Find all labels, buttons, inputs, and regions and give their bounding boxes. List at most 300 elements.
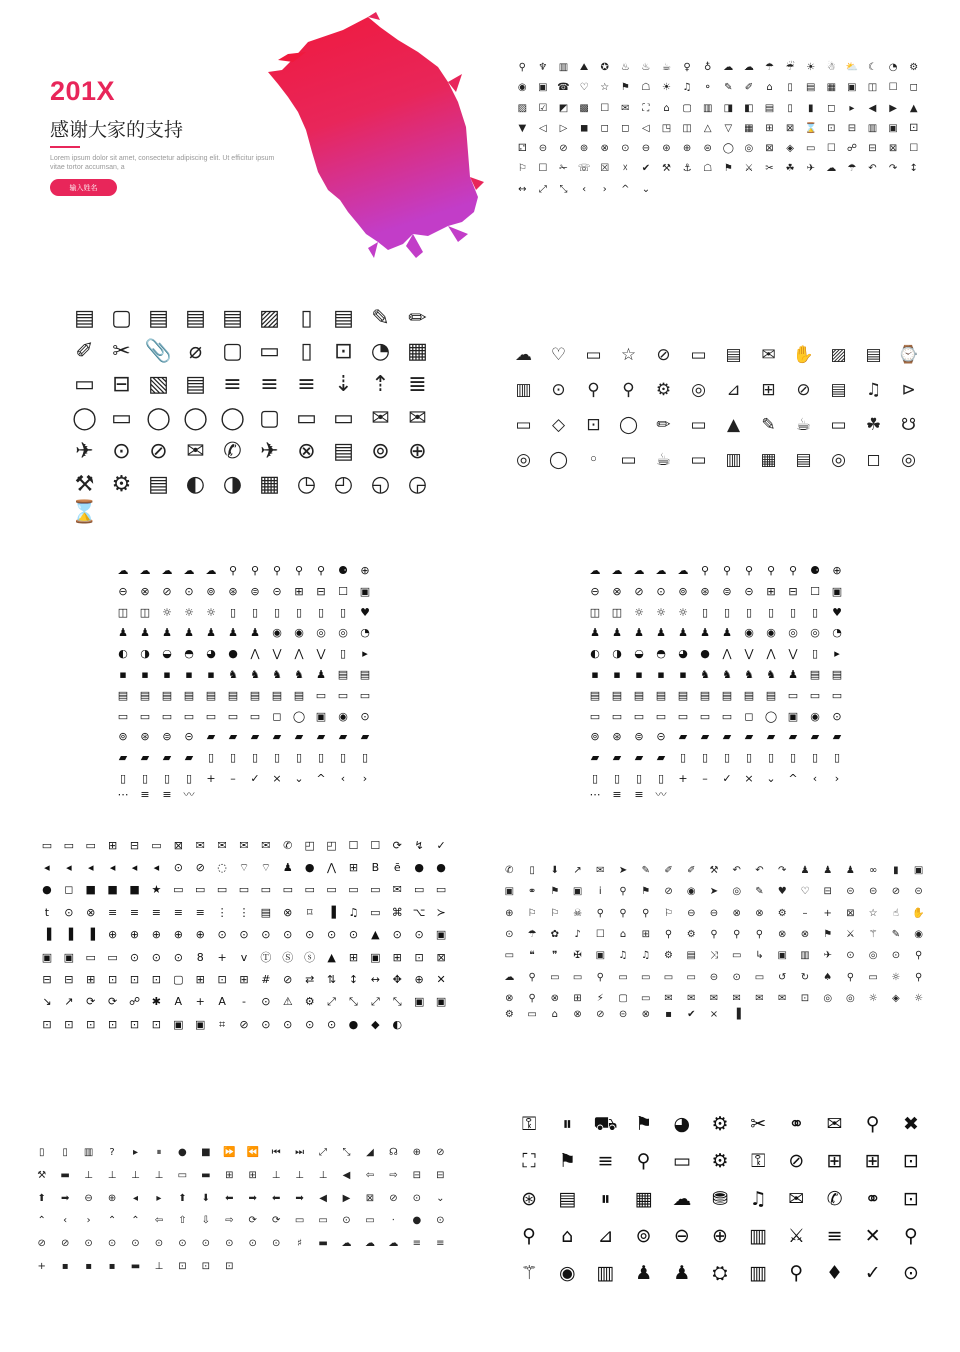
icon-glyph: ▭ xyxy=(205,709,217,723)
icon-glyph: ⊕ xyxy=(408,438,427,464)
icon-glyph: ☁ xyxy=(139,563,151,577)
icon-glyph: ⊞ xyxy=(195,973,205,987)
icon-glyph: ▣ xyxy=(41,950,53,964)
icon-glyph: ⚲ xyxy=(733,928,741,940)
icon-glyph: ▭ xyxy=(41,838,53,852)
icon-glyph: ◔ xyxy=(370,338,391,364)
icon-glyph: ⋅ xyxy=(391,1215,395,1227)
icon-glyph: ☼ xyxy=(162,605,172,619)
icon-glyph: ⚭ xyxy=(527,886,537,898)
icon-glyph: ⚲ xyxy=(788,563,798,577)
icon-glyph: ⊡ xyxy=(129,973,140,987)
icon-glyph: ☼ xyxy=(656,605,666,619)
icon-glyph: ⊡ xyxy=(414,950,424,964)
icon-glyph: ⊡ xyxy=(151,973,162,987)
icon-glyph: ^ xyxy=(621,183,630,195)
icon-glyph: ✈ xyxy=(75,438,94,464)
icon-glyph: ▤ xyxy=(865,345,882,365)
icon-glyph: ▤ xyxy=(249,688,261,702)
icon-glyph: ⚔ xyxy=(845,928,855,940)
icon-glyph: ⊖ xyxy=(84,1192,93,1204)
icon-glyph: ⚲ xyxy=(228,563,238,577)
icon-glyph: ⊡ xyxy=(108,1017,118,1031)
icon-glyph: ▪ xyxy=(207,667,215,681)
icon-glyph: ⋮ xyxy=(216,905,228,919)
icon-glyph: ⊙ xyxy=(732,971,741,983)
icon-glyph: ⊗ xyxy=(550,993,560,1005)
icon-glyph: ⊘ xyxy=(656,345,671,365)
icon-glyph: ⌂ xyxy=(561,1225,574,1248)
icon-glyph: ✉ xyxy=(621,102,630,114)
icon-glyph: ▤ xyxy=(831,667,843,681)
icon-glyph: ▯ xyxy=(339,605,347,619)
icon-glyph: ▯ xyxy=(273,605,281,619)
icon-glyph: ⊖ xyxy=(709,907,719,919)
icon-glyph: ↯ xyxy=(414,838,424,852)
icon-glyph: ➡ xyxy=(60,1192,70,1204)
icon-glyph: ⊟ xyxy=(788,584,798,598)
icon-glyph: ⛟ xyxy=(593,1113,618,1136)
icon-glyph: ▰ xyxy=(206,730,216,744)
icon-glyph: ✉ xyxy=(755,993,764,1005)
icon-glyph: ▯ xyxy=(317,751,325,765)
icon-glyph: ⤡ xyxy=(342,1147,351,1159)
icon-glyph: ♟ xyxy=(316,667,326,681)
icon-glyph: ☐ xyxy=(595,928,605,940)
icon-glyph: ▶ xyxy=(342,1192,351,1204)
icon-glyph: ✎ xyxy=(761,415,776,435)
icon-glyph: ⬇ xyxy=(550,864,560,876)
icon-glyph: ⊙ xyxy=(261,995,271,1009)
icon-glyph: ▯ xyxy=(251,605,259,619)
icon-glyph: ⊕ xyxy=(360,563,370,577)
icon-glyph: ▭ xyxy=(216,883,228,897)
icon-glyph: ◉ xyxy=(338,709,348,723)
icon-glyph: ⊞ xyxy=(239,973,249,987)
icon-glyph: ▣ xyxy=(595,950,606,962)
icon-glyph: ⊖ xyxy=(687,907,696,919)
icon-glyph: ⤡ xyxy=(392,995,402,1009)
icon-glyph: ◀ xyxy=(342,1169,351,1181)
icon-glyph: ◓ xyxy=(656,647,666,661)
icon-glyph: ☍ xyxy=(128,995,141,1009)
icon-glyph: ⤡ xyxy=(559,183,568,195)
icon-glyph: ▭ xyxy=(686,971,696,983)
icon-glyph: ♫ xyxy=(618,950,628,962)
icon-glyph: ‹ xyxy=(582,183,587,195)
icon-glyph: ☾ xyxy=(868,62,877,74)
icon-glyph: ⚈ xyxy=(810,563,820,577)
icon-glyph: ☍ xyxy=(846,143,857,155)
icon-glyph: ↶ xyxy=(755,864,764,876)
icon-glyph: ▭ xyxy=(259,338,280,364)
icon-glyph: ■ xyxy=(107,883,118,897)
icon-glyph: ⊟ xyxy=(42,973,52,987)
icon-glyph: ◯ xyxy=(618,415,639,435)
icon-glyph: ☂ xyxy=(847,163,857,175)
icon-glyph: B xyxy=(371,861,380,875)
icon-glyph: ⊞ xyxy=(248,1169,257,1181)
icon-glyph: ♀ xyxy=(683,62,691,74)
icon-glyph: ☁ xyxy=(515,345,532,365)
icon-glyph: ▭ xyxy=(787,688,799,702)
icon-glyph: ☐ xyxy=(348,838,359,852)
icon-glyph: ▲ xyxy=(726,415,741,435)
icon-glyph: ☐ xyxy=(370,838,381,852)
icon-glyph: ⋁ xyxy=(316,647,326,661)
icon-glyph: ▭ xyxy=(754,971,765,983)
icon-glyph: ◌ xyxy=(217,861,227,875)
icon-glyph: ⚲ xyxy=(587,380,600,400)
icon-glyph: ‹ xyxy=(340,772,346,786)
icon-glyph: › xyxy=(86,1215,91,1227)
icon-glyph: ▮ xyxy=(807,102,814,114)
icon-glyph: ⊗ xyxy=(800,928,810,940)
icon-glyph: ▤ xyxy=(185,305,206,331)
icon-glyph: ☆ xyxy=(620,345,637,365)
icon-glyph: ⊡ xyxy=(902,1187,919,1210)
icon-glyph: ✱ xyxy=(151,995,162,1009)
icon-glyph: ⚔ xyxy=(744,163,754,175)
icon-glyph: ☁ xyxy=(205,563,217,577)
icon-glyph: ▯ xyxy=(141,772,149,786)
icon-glyph: ⊘ xyxy=(149,438,168,464)
icon-glyph: ▤ xyxy=(337,667,349,681)
icon-glyph: ♥ xyxy=(360,605,370,619)
icon-glyph: ◐ xyxy=(590,647,600,661)
icon-glyph: ▭ xyxy=(238,883,250,897)
icon-glyph: ☘ xyxy=(785,163,795,175)
icon-glyph: ↶ xyxy=(732,864,741,876)
icon-glyph: ◕ xyxy=(678,647,688,661)
icon-glyph: ✐ xyxy=(744,82,754,94)
icon-panel-mini-solid xyxy=(30,1142,452,1278)
icon-glyph: ▭ xyxy=(85,950,96,964)
icon-glyph: ⊠ xyxy=(436,950,446,964)
icon-glyph: ⊙ xyxy=(283,1017,293,1031)
icon-glyph: ☠ xyxy=(573,907,583,919)
icon-glyph: ◂ xyxy=(153,861,160,875)
icon-glyph: # xyxy=(261,973,271,987)
icon-glyph: ⌃ xyxy=(107,1215,117,1227)
icon-glyph: ⚙ xyxy=(664,950,673,962)
icon-glyph: ▪ xyxy=(141,667,149,681)
icon-glyph: ◎ xyxy=(316,626,326,640)
icon-glyph: ✉ xyxy=(261,838,271,852)
icon-glyph: ▯ xyxy=(295,605,303,619)
icon-glyph: ⟳ xyxy=(86,995,96,1009)
icon-glyph: ◎ xyxy=(338,626,348,640)
icon-glyph: ⌄ xyxy=(766,772,776,786)
icon-glyph: ✏ xyxy=(656,415,671,435)
icon-glyph: ⚑ xyxy=(641,886,651,898)
icon-glyph: ↷ xyxy=(778,864,787,876)
icon-glyph: ≡ xyxy=(162,788,172,801)
icon-glyph: ▦ xyxy=(407,338,428,364)
icon-glyph: ☁ xyxy=(504,971,515,983)
icon-glyph: ◒ xyxy=(162,647,172,661)
icon-glyph: ☁ xyxy=(655,563,667,577)
icon-glyph: ⊘ xyxy=(634,584,644,598)
icon-glyph: ▯ xyxy=(745,751,753,765)
icon-glyph: ☼ xyxy=(891,971,901,983)
icon-glyph: ▭ xyxy=(195,883,206,897)
icon-glyph: ▭ xyxy=(294,1215,305,1227)
icon-glyph: ▶ xyxy=(889,102,897,114)
icon-glyph: ⊕ xyxy=(151,928,162,942)
icon-glyph: ▯ xyxy=(701,605,709,619)
icon-glyph: × xyxy=(272,772,282,786)
icon-glyph: ▭ xyxy=(282,883,293,897)
icon-glyph: ⇅ xyxy=(326,973,337,987)
icon-glyph: ⊡ xyxy=(108,973,118,987)
icon-glyph: ☼ xyxy=(678,605,688,619)
icon-glyph: ‹ xyxy=(63,1215,68,1227)
icon-glyph: ✈ xyxy=(806,163,815,175)
icon-glyph: ♞ xyxy=(250,667,260,681)
icon-glyph: ▰ xyxy=(612,751,622,765)
icon-glyph: ⊥ xyxy=(154,1260,164,1272)
icon-glyph: ▢ xyxy=(682,102,692,114)
icon-glyph: ➤ xyxy=(618,864,628,876)
icon-glyph: ⌑ xyxy=(306,905,313,919)
icon-glyph: ◎ xyxy=(732,886,742,898)
icon-glyph: ⊝ xyxy=(744,584,754,598)
icon-glyph: ⊗ xyxy=(755,907,764,919)
icon-glyph: ⚙ xyxy=(111,472,132,498)
icon-glyph: ▭ xyxy=(315,688,327,702)
icon-glyph: ⌄ xyxy=(641,183,651,195)
icon-glyph: ▯ xyxy=(767,751,775,765)
icon-glyph: ▥ xyxy=(749,1225,768,1248)
icon-glyph: ◯ xyxy=(183,405,208,431)
icon-glyph: ♟ xyxy=(700,626,710,640)
icon-glyph: ◉ xyxy=(558,1262,576,1285)
icon-glyph: ✓ xyxy=(250,772,260,786)
icon-glyph: ⏩ xyxy=(223,1147,236,1159)
icon-glyph: ◎ xyxy=(810,626,820,640)
icon-glyph: ⊙ xyxy=(305,928,315,942)
icon-glyph: ⇦ xyxy=(365,1169,375,1181)
icon-glyph: ▭ xyxy=(173,883,184,897)
icon-glyph: ≡ xyxy=(826,1225,843,1248)
title-slide xyxy=(0,0,480,270)
icon-glyph: ⚲ xyxy=(766,563,776,577)
icon-glyph: ⊘ xyxy=(239,1017,249,1031)
icon-glyph: ▣ xyxy=(173,1017,184,1031)
icon-glyph: ▥ xyxy=(725,450,742,470)
icon-glyph: ☓ xyxy=(622,163,628,175)
icon-glyph: ▭ xyxy=(663,971,674,983)
icon-glyph: ◂ xyxy=(131,861,138,875)
icon-glyph: ▭ xyxy=(732,950,742,962)
icon-glyph: ✎ xyxy=(641,864,650,876)
icon-glyph: ⌂ xyxy=(551,1009,559,1020)
icon-glyph: ⊞ xyxy=(641,928,650,940)
icon-glyph: ◻ xyxy=(827,102,836,114)
icon-glyph: ◔ xyxy=(888,62,898,74)
icon-glyph: ⊙ xyxy=(184,584,194,598)
icon-glyph: ⊛ xyxy=(228,584,238,598)
icon-glyph: ☐ xyxy=(600,102,610,114)
icon-glyph: ▯ xyxy=(723,751,731,765)
icon-glyph: ⊙ xyxy=(832,709,842,723)
icon-glyph: ♟ xyxy=(162,626,172,640)
icon-glyph: ✂ xyxy=(750,1113,767,1136)
icon-glyph: ▰ xyxy=(788,730,798,744)
icon-glyph: ❝ xyxy=(529,950,535,962)
icon-glyph: ☂ xyxy=(527,928,537,940)
icon-glyph: › xyxy=(602,183,607,195)
icon-glyph: ✎ xyxy=(371,305,390,331)
icon-glyph: ⟳ xyxy=(392,838,402,852)
icon-glyph: ⌂ xyxy=(663,102,670,114)
icon-glyph: ◼ xyxy=(579,122,589,134)
icon-glyph: ◫ xyxy=(139,605,151,619)
icon-glyph: ⚲ xyxy=(528,993,536,1005)
icon-glyph: ◫ xyxy=(611,605,623,619)
icon-glyph: ⊗ xyxy=(732,907,741,919)
icon-glyph: ▣ xyxy=(315,709,327,723)
icon-glyph: ▭ xyxy=(74,372,95,398)
icon-glyph: ◔ xyxy=(832,626,842,640)
icon-glyph: A xyxy=(218,995,226,1009)
icon-glyph: ✉ xyxy=(687,993,696,1005)
icon-glyph: ● xyxy=(348,1017,359,1031)
icon-glyph: ⊙ xyxy=(64,905,74,919)
icon-glyph: ▯ xyxy=(787,102,793,114)
icon-glyph: ▰ xyxy=(634,751,644,765)
icon-glyph: ▭ xyxy=(618,971,628,983)
icon-glyph: ▰ xyxy=(316,730,326,744)
icon-glyph: ↔ xyxy=(518,183,527,195)
icon-glyph: ⚲ xyxy=(642,907,650,919)
icon-glyph: ☁ xyxy=(341,1237,352,1249)
icon-glyph: ⚲ xyxy=(914,950,923,962)
icon-glyph: ▰ xyxy=(722,730,732,744)
icon-glyph: ⊟ xyxy=(436,1169,445,1181)
icon-glyph: ✂ xyxy=(765,163,774,175)
icon-glyph: ⋀ xyxy=(294,647,304,661)
icon-glyph: ▸ xyxy=(834,647,840,661)
icon-glyph: ☎ xyxy=(557,82,570,94)
icon-glyph: ▭ xyxy=(641,971,651,983)
icon-glyph: ▸ xyxy=(362,647,368,661)
icon-glyph: ♟ xyxy=(612,626,622,640)
icon-glyph: ▸ xyxy=(849,102,855,114)
icon-glyph: ⊛ xyxy=(700,584,710,598)
icon-glyph: ◕ xyxy=(206,647,216,661)
icon-glyph: ◻ xyxy=(621,122,630,134)
icon-glyph: ▭ xyxy=(589,709,601,723)
icon-glyph: ♟ xyxy=(140,626,150,640)
icon-glyph: ▪ xyxy=(85,1260,92,1272)
icon-glyph: ♟ xyxy=(206,626,216,640)
icon-glyph: ⊖ xyxy=(673,1225,690,1248)
icon-glyph: - xyxy=(242,995,246,1009)
icon-glyph: ⇡ xyxy=(371,372,390,398)
icon-glyph: ⊿ xyxy=(597,1225,614,1248)
icon-glyph: ⊞ xyxy=(348,950,359,964)
icon-glyph: ■ xyxy=(85,883,96,897)
icon-glyph: ⛅ xyxy=(845,62,859,74)
icon-glyph: ◂ xyxy=(44,861,50,875)
icon-glyph: ☼ xyxy=(868,993,878,1005)
icon-glyph: ✎ xyxy=(724,82,733,94)
icon-glyph: ⊙ xyxy=(239,928,249,942)
icon-glyph: Ⓣ xyxy=(260,950,272,964)
icon-glyph: ☁ xyxy=(589,563,601,577)
icon-glyph: ▥ xyxy=(800,950,810,962)
icon-glyph: ♞ xyxy=(700,667,710,681)
icon-glyph: ▪ xyxy=(591,667,599,681)
icon-glyph: ▯ xyxy=(833,751,841,765)
icon-glyph: ▭ xyxy=(641,993,651,1005)
icon-glyph: ▭ xyxy=(809,688,821,702)
icon-glyph: ⊕ xyxy=(412,1147,422,1159)
icon-glyph: ⊙ xyxy=(360,709,370,723)
icon-glyph: 📎 xyxy=(144,338,173,364)
icon-glyph: ◯ xyxy=(146,405,171,431)
icon-glyph: ⊡ xyxy=(225,1260,234,1272)
icon-glyph: ⊕ xyxy=(414,973,424,987)
icon-glyph: ▸ xyxy=(132,1147,138,1159)
icon-glyph: ≡ xyxy=(108,905,118,919)
icon-glyph: ⇨ xyxy=(389,1169,398,1181)
icon-glyph: ▣ xyxy=(359,584,371,598)
icon-glyph: ⊚ xyxy=(118,730,128,744)
icon-glyph: ⚲ xyxy=(294,563,304,577)
icon-glyph: ⋯ xyxy=(589,788,601,801)
icon-glyph: ♫ xyxy=(641,950,651,962)
icon-glyph: ☁ xyxy=(611,563,623,577)
icon-glyph: ◵ xyxy=(370,472,391,498)
icon-glyph: ▭ xyxy=(611,709,623,723)
icon-glyph: ☼ xyxy=(634,605,644,619)
icon-glyph: ⚑ xyxy=(620,82,630,94)
icon-glyph: ▤ xyxy=(333,438,354,464)
icon-glyph: ✉ xyxy=(217,838,227,852)
icon-glyph: ⇄ xyxy=(305,973,315,987)
icon-glyph: ▭ xyxy=(585,345,602,365)
icon-glyph: ⊙ xyxy=(173,861,183,875)
icon-glyph: ⊜ xyxy=(722,584,732,598)
icon-glyph: ✉ xyxy=(392,883,402,897)
icon-glyph: ⚠ xyxy=(282,995,293,1009)
icon-glyph: ⚙ xyxy=(304,995,315,1009)
icon-glyph: ⊙ xyxy=(107,1237,117,1249)
icon-glyph: ⚑ xyxy=(823,928,833,940)
icon-glyph: ◻ xyxy=(600,122,609,134)
icon-glyph: ▤ xyxy=(183,688,195,702)
icon-glyph: ☁ xyxy=(743,62,754,74)
icon-glyph: ⊡ xyxy=(86,1017,96,1031)
icon-glyph: ≡ xyxy=(612,788,622,801)
icon-glyph: ▭ xyxy=(249,709,261,723)
icon-glyph: ● xyxy=(178,1147,187,1159)
icon-glyph: ⊘ xyxy=(389,1192,398,1204)
icon-glyph: ⊙ xyxy=(342,1215,351,1227)
icon-glyph: ◫ xyxy=(867,82,878,94)
icon-glyph: A xyxy=(174,995,183,1009)
icon-glyph: ▤ xyxy=(293,688,305,702)
enter-name-button[interactable]: 输入姓名 xyxy=(50,179,117,196)
icon-glyph: ⚀ xyxy=(909,122,919,134)
icon-glyph: ● xyxy=(412,1215,422,1227)
icon-glyph: – xyxy=(802,907,808,919)
icon-glyph: ✆ xyxy=(223,438,242,464)
icon-glyph: ▨ xyxy=(259,305,280,331)
